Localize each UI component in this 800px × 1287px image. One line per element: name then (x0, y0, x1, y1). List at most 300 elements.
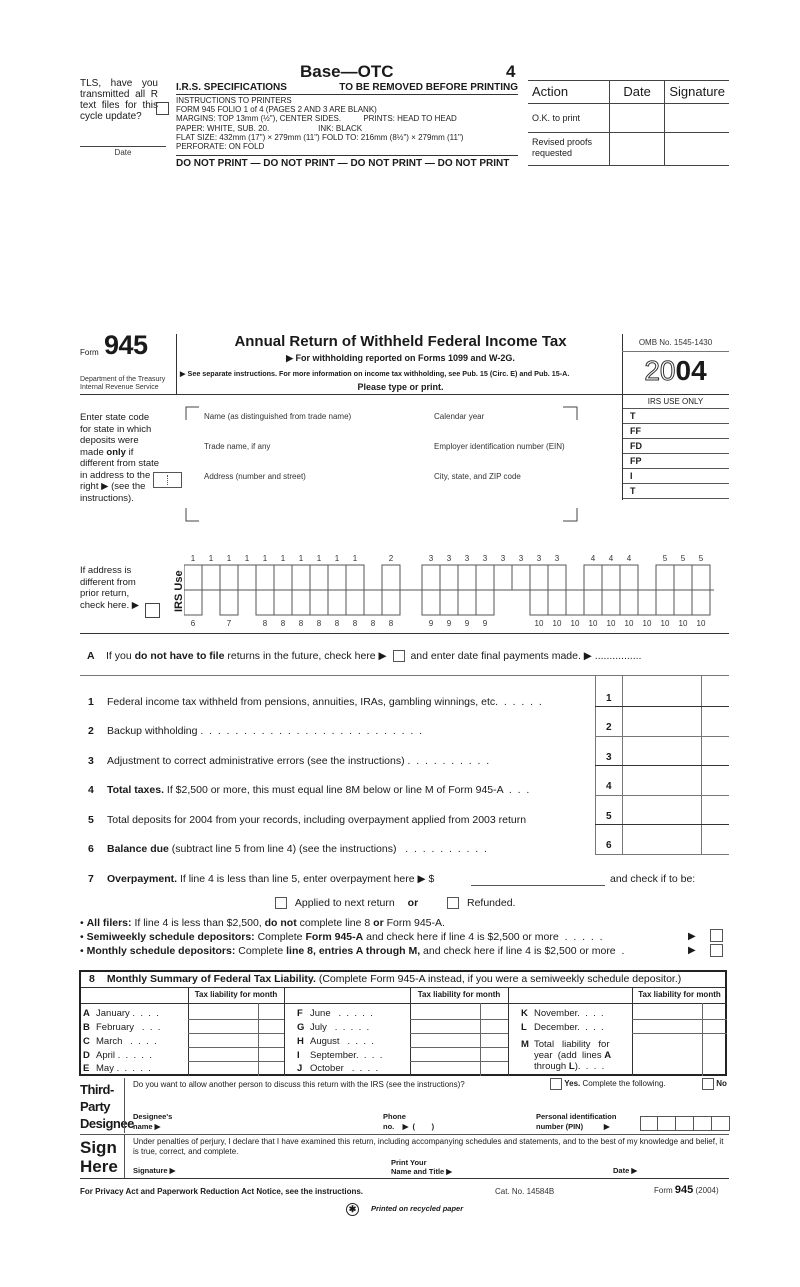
header-bottom-rule (80, 394, 729, 395)
svg-text:8: 8 (352, 619, 358, 628)
svg-text:9: 9 (482, 619, 488, 628)
address-brackets (185, 406, 580, 524)
line-text: Adjustment to correct administrative errors (see the instructions) . . . . . . . . . . (107, 755, 490, 767)
label: no. ▶ ( ) (383, 1122, 435, 1131)
month-october (297, 1063, 378, 1074)
section-number: 8 (89, 973, 95, 985)
perjury-declaration: Under penalties of perjury, I declare that I have examined this return, including accompanying schedules and statements, and to the best of my knowledge and belief, it is true, correct, and complete. (133, 1137, 724, 1156)
column-header: Tax liability for month (417, 990, 501, 999)
approval-date-cell[interactable] (609, 133, 664, 166)
line-a-letter: A (87, 650, 95, 662)
total-text-bold: A (604, 1050, 612, 1061)
approval-header-action: Action (528, 81, 609, 104)
svg-text:10: 10 (642, 619, 652, 628)
pin-digit[interactable] (694, 1116, 712, 1131)
label: Personal identification (536, 1112, 617, 1121)
month-label: December. . . . (534, 1022, 604, 1033)
line-number: 4 (88, 784, 94, 796)
title-line: Designee (80, 1116, 134, 1131)
spec-instructions (176, 96, 518, 151)
month-label: July . . . . . (310, 1022, 370, 1033)
line-number: 5 (88, 814, 94, 826)
or-label: or (407, 897, 419, 909)
form-title: Annual Return of Withheld Federal Income Tax (234, 333, 567, 350)
year-bold: 04 (675, 355, 707, 386)
signature-field[interactable]: Signature ▶ (133, 1166, 176, 1175)
bullet-semiweekly: • Semiweekly schedule depositors: Complete Form 945-A and check here if line 4 is $2,500 or more . . . . . (80, 931, 603, 943)
svg-text:8: 8 (334, 619, 340, 628)
line-a (80, 650, 730, 662)
third-party-title (80, 1081, 134, 1132)
svg-text:9: 9 (428, 619, 434, 628)
refunded-checkbox[interactable] (447, 897, 459, 909)
month-april (83, 1050, 152, 1061)
yes-label: Yes. (564, 1079, 581, 1089)
no-label: No (716, 1079, 727, 1089)
header-divider (176, 334, 177, 394)
bullet-all-filers: • All filers: If line 4 is less than $2,500, do not complete line 8 or Form 945-A. (80, 917, 445, 929)
table-rule (188, 988, 189, 1076)
month-label: May . . . . . (96, 1063, 151, 1074)
month-letter: L (521, 1022, 527, 1033)
svg-text:1: 1 (262, 554, 268, 563)
month-august (297, 1036, 374, 1047)
line-6 (88, 843, 487, 855)
svg-text:10: 10 (660, 619, 670, 628)
month-letter: J (297, 1063, 303, 1074)
designee-pin-label (536, 1112, 616, 1132)
designee-question: Do you want to allow another person to discuss this return with the IRS (see the instructions)? (133, 1080, 465, 1089)
pin-input[interactable] (640, 1116, 730, 1131)
table-rule (410, 988, 411, 1076)
svg-text:8: 8 (262, 619, 268, 628)
designee-no-checkbox[interactable] (702, 1078, 714, 1090)
bullet-monthly: • Monthly schedule depositors: Complete line 8, entries A through M, and check here if line 4 is $2,500 or more . (80, 945, 625, 957)
form-label: Form (80, 348, 99, 357)
line-number: 2 (88, 725, 94, 737)
month-letter: G (297, 1022, 305, 1033)
bullet-bold: Form 945-A (305, 931, 364, 943)
month-march (83, 1036, 157, 1047)
irs-use-label: IRS Use (173, 570, 185, 612)
svg-text:7: 7 (226, 619, 232, 628)
irs-code-row: I (622, 469, 729, 484)
table-rule (632, 988, 633, 1076)
spec-line: FLAT SIZE: 432mm (17") × 279mm (11") FOLD TO: 216mm (8½") × 279mm (11") (176, 132, 464, 142)
bullet-text: complete line 8 (296, 917, 374, 929)
month-november (521, 1008, 604, 1019)
form-label: Form (654, 1186, 673, 1195)
label: name ▶ (133, 1122, 161, 1131)
pin-digit[interactable] (640, 1116, 658, 1131)
svg-text:10: 10 (696, 619, 706, 628)
svg-text:10: 10 (534, 619, 544, 628)
svg-text:8: 8 (316, 619, 322, 628)
svg-text:1: 1 (316, 554, 322, 563)
month-label: February . . . (96, 1022, 161, 1033)
month-label: August . . . . (310, 1036, 374, 1047)
column-header: Tax liability for month (194, 990, 278, 999)
month-label: March . . . . (96, 1036, 157, 1047)
state-code-input[interactable] (153, 472, 182, 488)
total-text: year (add lines (534, 1050, 605, 1061)
line-1 (88, 696, 542, 708)
svg-text:3: 3 (536, 554, 542, 563)
city-state-zip-field[interactable]: City, state, and ZIP code (434, 472, 521, 481)
month-letter: H (297, 1036, 304, 1047)
section-rule (80, 675, 729, 676)
divider (622, 351, 729, 352)
trade-name-field[interactable]: Trade name, if any (204, 442, 271, 451)
bullet-bold: Monthly schedule depositors: (86, 945, 236, 957)
svg-text:6: 6 (190, 619, 196, 628)
do-not-print: DO NOT PRINT — DO NOT PRINT — DO NOT PRINT — DO NOT PRINT (176, 155, 518, 169)
section-8-header (81, 972, 725, 988)
address-change-checkbox[interactable] (145, 603, 160, 618)
svg-text:10: 10 (570, 619, 580, 628)
bullet-text: and check here if line 4 is $2,500 or more . (420, 945, 625, 957)
department (80, 376, 165, 392)
bullet-text: Complete (235, 945, 287, 957)
type-or-print: Please type or print. (357, 382, 444, 392)
tls-question: TLS, have you transmitted all R text files for this cycle update? (80, 78, 158, 122)
overpayment-input[interactable] (471, 885, 605, 886)
address-change-text: If address is different from prior return, check here. ▶ (80, 565, 140, 611)
base-number: 4 (506, 62, 516, 81)
line-text: Backup withholding . . . . . . . . . . . . . . . . . . . . . . . . . . (107, 725, 423, 737)
title-line: Here (80, 1157, 118, 1176)
table-rule (188, 1047, 284, 1048)
pin-digit[interactable] (712, 1116, 730, 1131)
svg-text:1: 1 (352, 554, 358, 563)
total-text-bold: L (568, 1061, 575, 1072)
approval-row-ok: O.K. to print (528, 104, 609, 133)
line-number: 3 (88, 755, 94, 767)
line-text: Total deposits for 2004 from your records, including overpayment applied from 2003 return (107, 814, 527, 826)
svg-text:5: 5 (680, 554, 686, 563)
table-rule (480, 1003, 481, 1076)
irs-code-row: FP (622, 454, 729, 469)
month-letter: B (83, 1022, 90, 1033)
spec-line: PAPER: WHITE, SUB. 20. INK: BLACK (176, 123, 363, 133)
label: Phone (383, 1112, 406, 1121)
table-rule (508, 988, 509, 1076)
year-outline: 20 (644, 355, 676, 386)
bullet-text: If line 4 is less than $2,500, (131, 917, 265, 929)
month-letter: I (297, 1050, 300, 1061)
irs-code-row: T (622, 409, 729, 424)
month-label: April . . . . . (96, 1050, 152, 1061)
address-field[interactable]: Address (number and street) (204, 472, 306, 481)
line-number: 7 (88, 873, 94, 885)
monthly-checkbox[interactable] (710, 944, 723, 957)
svg-text:1: 1 (280, 554, 286, 563)
overpayment-options (275, 897, 515, 909)
total-text: through (534, 1061, 569, 1072)
total-text: ). . . . (574, 1061, 605, 1072)
approval-table (528, 80, 729, 166)
amount-label-1: 1 (606, 693, 612, 704)
month-letter: C (83, 1036, 90, 1047)
approval-signature-cell[interactable] (665, 133, 729, 166)
line-bold: Total taxes. (107, 784, 164, 796)
designee-yes-checkbox[interactable] (550, 1078, 562, 1090)
svg-text:10: 10 (606, 619, 616, 628)
svg-text:10: 10 (624, 619, 634, 628)
ein-field[interactable]: Employer identification number (EIN) (434, 442, 565, 451)
label: Name and Title ▶ (391, 1167, 453, 1176)
designee-yes-option (550, 1078, 666, 1090)
tax-year (622, 355, 729, 387)
line-a-bold: do not have to file (134, 650, 225, 662)
svg-text:8: 8 (370, 619, 376, 628)
label: Designee's (133, 1112, 173, 1121)
table-rule (632, 1033, 727, 1034)
bullet-bold: line 8, entries A through M, (286, 945, 421, 957)
svg-text:3: 3 (554, 554, 560, 563)
bullet-bold: do not (264, 917, 297, 929)
amount-label-6: 6 (606, 840, 612, 851)
svg-text:1: 1 (298, 554, 304, 563)
irs-code-row: FD (622, 439, 729, 454)
bullet-bold: or (373, 917, 384, 929)
month-letter: E (83, 1063, 90, 1074)
tls-checkbox[interactable] (156, 102, 169, 115)
privacy-notice: For Privacy Act and Paperwork Reduction Act Notice, see the instructions. (80, 1187, 364, 1196)
filer-instructions (80, 916, 624, 958)
line-2 (88, 725, 422, 737)
state-text: Enter state code for state in which deposits were made (80, 412, 152, 458)
final-payment-date-field[interactable]: and enter date final payments made. ▶ ................ (410, 650, 642, 662)
month-letter: A (83, 1008, 90, 1019)
title-line: Party (80, 1099, 111, 1114)
title-line: Third- (80, 1082, 114, 1097)
svg-text:3: 3 (518, 554, 524, 563)
svg-text:8: 8 (298, 619, 304, 628)
spec-line: FORM 945 FOLIO 1 of 4 (PAGES 2 AND 3 ARE BLANK) (176, 105, 377, 115)
line-bold: Overpayment. (107, 873, 178, 885)
bullet-text: Form 945-A. (383, 917, 445, 929)
base-title: Base—OTC (300, 62, 394, 81)
table-rule (284, 988, 285, 1076)
approval-date-cell[interactable] (609, 104, 664, 133)
form-footer-id (654, 1184, 719, 1196)
semiweekly-checkbox[interactable] (710, 929, 723, 942)
sign-here-title (80, 1138, 118, 1176)
table-rule (410, 1061, 508, 1062)
spec-title: I.R.S. SPECIFICATIONS (176, 82, 287, 93)
table-rule (258, 1003, 259, 1076)
amount-label-3: 3 (606, 752, 612, 763)
month-july (297, 1022, 369, 1033)
date-line (80, 146, 166, 147)
catalog-number: Cat. No. 14584B (495, 1187, 555, 1196)
month-label: November. . . . (534, 1008, 604, 1019)
designee-name-field[interactable] (133, 1112, 172, 1132)
spec-header (176, 82, 518, 95)
line-text: If line 4 is less than line 5, enter overpayment here ▶ $ (177, 873, 435, 885)
svg-text:9: 9 (464, 619, 470, 628)
table-rule (81, 1003, 727, 1004)
svg-text:3: 3 (428, 554, 434, 563)
approval-header-date: Date (609, 81, 664, 104)
dept-line: Internal Revenue Service (80, 384, 159, 391)
line-5 (88, 814, 526, 826)
table-rule (410, 1033, 508, 1034)
month-label: June . . . . . (310, 1008, 373, 1019)
total-liability-label (534, 1039, 611, 1072)
amount-label-5: 5 (606, 811, 612, 822)
irs-code-row: T (622, 484, 729, 499)
svg-text:4: 4 (608, 554, 614, 563)
designee-no-option (702, 1078, 727, 1090)
svg-text:5: 5 (662, 554, 668, 563)
month-label: September. . . . (310, 1050, 383, 1061)
name-field[interactable]: Name (as distinguished from trade name) (204, 412, 352, 421)
svg-text:4: 4 (626, 554, 632, 563)
svg-text:8: 8 (280, 619, 286, 628)
month-january (83, 1008, 159, 1019)
svg-text:1: 1 (226, 554, 232, 563)
svg-text:3: 3 (482, 554, 488, 563)
line-number: 1 (88, 696, 94, 708)
month-label: January . . . . (96, 1008, 159, 1019)
svg-text:3: 3 (464, 554, 470, 563)
line-bold: Balance due (107, 843, 169, 855)
applied-next-return-checkbox[interactable] (275, 897, 287, 909)
monthly-summary-section (79, 970, 727, 1076)
applied-label: Applied to next return (294, 897, 395, 909)
section-rule (80, 1178, 729, 1179)
svg-text:9: 9 (446, 619, 452, 628)
month-december (521, 1022, 604, 1033)
pin-digit[interactable] (658, 1116, 676, 1131)
amount-row-rule (595, 854, 729, 855)
label: Print Your (391, 1158, 427, 1167)
check-if-label: and check if to be: (610, 873, 696, 885)
refunded-label: Refunded. (467, 897, 516, 909)
state-code-instructions (80, 412, 162, 504)
svg-text:4: 4 (590, 554, 596, 563)
line-a-text: returns in the future, check here ▶ (224, 650, 387, 662)
amount-cents-column[interactable] (702, 677, 729, 854)
date-label: Date (114, 148, 132, 157)
svg-text:2: 2 (388, 554, 394, 563)
table-rule (188, 1061, 284, 1062)
recycled-paper-note: Printed on recycled paper (371, 1204, 464, 1213)
section-title: Monthly Summary of Federal Tax Liability. (106, 973, 316, 985)
total-liability (521, 1039, 611, 1072)
form-number: 945 (104, 330, 148, 360)
amount-label-2: 2 (606, 722, 612, 733)
month-may (83, 1063, 151, 1074)
svg-text:10: 10 (678, 619, 688, 628)
svg-text:8: 8 (388, 619, 394, 628)
month-label: October . . . . (310, 1063, 379, 1074)
month-letter: D (83, 1050, 90, 1061)
form-number: 945 (674, 1184, 694, 1196)
divider (124, 1134, 125, 1178)
svg-text:1: 1 (334, 554, 340, 563)
irs-box-left-border (622, 394, 623, 500)
bullet-bold: Semiweekly schedule depositors: (86, 931, 255, 943)
table-rule (410, 1019, 508, 1020)
section-rule (80, 633, 729, 634)
form-subtitle: ▶ For withholding reported on Forms 1099 and W-2G. (286, 353, 515, 363)
svg-text:10: 10 (552, 619, 562, 628)
form-year: (2004) (695, 1186, 719, 1195)
svg-text:1: 1 (208, 554, 214, 563)
svg-text:1: 1 (244, 554, 250, 563)
table-rule (702, 1003, 703, 1076)
amount-label-4: 4 (606, 781, 612, 792)
irs-use-only-box (622, 397, 729, 499)
title-line: Sign (80, 1138, 117, 1157)
line-7 (88, 873, 434, 885)
spec-line: MARGINS: TOP 13mm (½"), CENTER SIDES. PRINTS: HEAD TO HEAD (176, 114, 457, 124)
approval-header-signature: Signature (665, 81, 729, 104)
recycle-icon: ✱ (346, 1203, 359, 1216)
irs-use-only-title: IRS USE ONLY (622, 397, 729, 409)
line-text: Federal income tax withheld from pensions, annuities, IRAs, gambling winnings, etc. . . . . . (107, 696, 542, 708)
designee-phone-field[interactable] (383, 1112, 434, 1132)
column-header: Tax liability for month (638, 990, 721, 999)
svg-text:10: 10 (588, 619, 598, 628)
arrow-icon: ▶ (688, 931, 696, 942)
table-rule (188, 1033, 284, 1034)
label: number (PIN) ▶ (536, 1122, 610, 1131)
dept-line: Department of the Treasury (80, 376, 166, 383)
line-a-text: If you (106, 650, 135, 662)
svg-text:3: 3 (446, 554, 452, 563)
print-name-field[interactable] (391, 1158, 452, 1176)
amount-dollars-column[interactable] (623, 677, 701, 854)
month-february (83, 1022, 160, 1033)
final-return-checkbox[interactable] (393, 650, 405, 662)
svg-text:1: 1 (190, 554, 196, 563)
month-letter: F (297, 1008, 303, 1019)
state-text-bold: only (106, 446, 126, 458)
pin-digit[interactable] (676, 1116, 694, 1131)
table-rule (188, 1019, 284, 1020)
approval-row-revised: Revised proofs requested (528, 133, 609, 166)
month-letter: M (521, 1039, 529, 1050)
approval-signature-cell[interactable] (665, 104, 729, 133)
omb-number: OMB No. 1545-1430 (638, 338, 713, 347)
total-text: Total liability for (534, 1039, 610, 1050)
calendar-year-field[interactable]: Calendar year (434, 412, 485, 421)
line-text: If $2,500 or more, this must equal line 8M below or line M of Form 945-A . . . (164, 784, 530, 796)
table-rule (632, 1019, 727, 1020)
section-rule (80, 1134, 729, 1135)
svg-text:5: 5 (698, 554, 704, 563)
month-september (297, 1050, 382, 1061)
line-3 (88, 755, 489, 767)
sign-date-field[interactable]: Date ▶ (613, 1166, 638, 1175)
section-note: (Complete Form 945-A instead, if you were a semiweekly schedule depositor.) (315, 973, 682, 985)
month-june (297, 1008, 373, 1019)
irs-code-row: FF (622, 424, 729, 439)
month-letter: K (521, 1008, 528, 1019)
spec-line: PERFORATE: ON FOLD (176, 142, 265, 152)
bullet-text: and check here if line 4 is $2,500 or more . . . . . (363, 931, 603, 943)
line-4 (88, 784, 529, 796)
state-text: if different from state in address to the right ▶ (see the instructions). (80, 446, 160, 504)
svg-text:3: 3 (500, 554, 506, 563)
line-number: 6 (88, 843, 94, 855)
see-instructions: ▶ See separate instructions. For more information on income tax withholding, see Pub. 15 (Circ. E) and Pub. 15-A. (180, 369, 570, 378)
bullet-bold: All filers: (86, 917, 132, 929)
